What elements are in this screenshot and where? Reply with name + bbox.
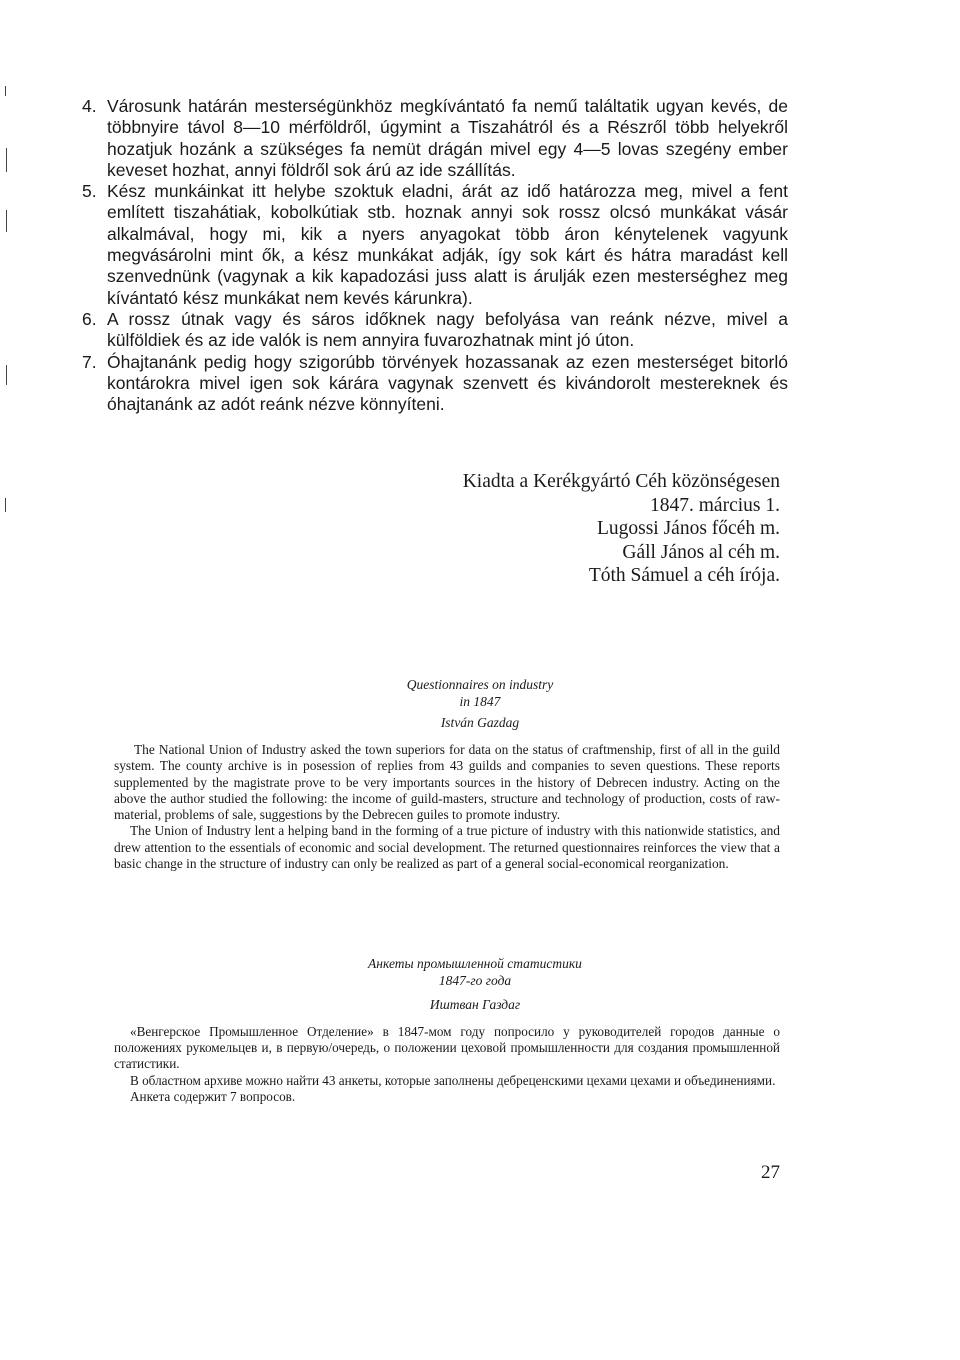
title-line: in 1847 — [459, 694, 501, 709]
list-item — [82, 309, 788, 352]
russian-summary-title — [260, 955, 690, 989]
item-number: 5. — [82, 181, 97, 202]
title-line: 1847-го года — [438, 973, 512, 988]
paragraph: The National Union of Industry asked the town superiors for data on the status of craftmenship, first of all in the guild system. The county archive is in posession of replies from 43 guilds and companies to seven questions. These reports supplemented by the magistrate prove to be very importants sources in the history of Debrecen industry. Acting on the above the author studied the following: the income of guild-masters, structure and technology of production, costs of raw-material, problems of sale, suggestions by the Debrecen guiles to promote industry. — [114, 742, 780, 823]
signature-name: Gáll János al céh m. — [622, 541, 780, 563]
paragraph: «Венгерское Промышленное Отделение» в 1847-мом году попросило у руководителей городов данные о положениях рукомельцев и, в первую/очередь, о положении цеховой промышленности для создания промышленной статистики. — [114, 1024, 780, 1072]
paragraph: The Union of Industry lent a helping band in the forming of a true picture of industry with this nationwide statistics, and drew attention to the essentials of economic and social development. The returned questionnaires reinforces the view that a basic change in the structure of industry can only be realized as part of a general social-economical reorganization. — [114, 823, 780, 872]
paragraph: В областном архиве можно найти 43 анкеты, которые заполнены дебреценскими цехами цехами и объединениями. — [130, 1072, 776, 1088]
paragraph: Анкета содержит 7 вопросов. — [130, 1088, 296, 1104]
signature-issuer: Kiadta a Kerékgyártó Céh közönségesen — [462, 471, 780, 492]
list-item — [82, 352, 788, 416]
hungarian-answer-list — [82, 96, 788, 415]
page-number: 27 — [761, 1162, 780, 1183]
english-summary-author: István Gazdag — [440, 715, 520, 730]
item-number: 4. — [82, 96, 97, 116]
item-number: 7. — [82, 351, 97, 372]
list-item — [82, 96, 788, 181]
scan-margin-mark — [5, 86, 6, 96]
scan-margin-mark — [6, 210, 7, 232]
title-line: Анкеты промышленной статистики — [368, 956, 582, 971]
item-text: Városunk határán mesterségünkhöz megkívántató fa nemű találtatik ugyan kevés, de többnyire távol 8—10 mérföldről, úgymint a Tiszahátról és a Részről több helyekről hozatjuk hozánk a szükséges fa nemüt drágán mivel egy 4—5 lovas szegény ember keveset hozhat, annyi földről sok árú az ide szállítás. — [107, 96, 788, 180]
list-item — [82, 181, 788, 309]
signature-name: Tóth Sámuel a céh írója. — [588, 565, 780, 586]
title-line: Questionnaires on industry — [406, 677, 554, 692]
english-summary-title — [290, 676, 670, 710]
scan-margin-mark — [6, 148, 7, 172]
scan-margin-mark — [6, 365, 7, 385]
signature-block — [400, 470, 780, 588]
item-text: A rossz útnak vagy és sáros időknek nagy befolyása van reánk nézve, mivel a külföldiek és az ide valók is nem annyira fuvarozhatnak mint jó úton. — [107, 308, 788, 351]
russian-summary-author: Иштван Газдаг — [429, 997, 521, 1012]
english-summary-body — [114, 742, 780, 872]
item-number: 6. — [82, 308, 97, 329]
item-text: Óhajtanánk pedig hogy szigorúbb törvények hozassanak az ezen mesterséget bitorló kontárokra mivel igen sok kárára vagynak szenvett és kivándorolt mestereknek és óhajtanánk az adót reánk nézve könnyíteni. — [107, 351, 788, 415]
item-text: Kész munkáinkat itt helybe szoktuk eladni, árát az idő határozza meg, mivel a fent említett tiszahátiak, kobolkútiak stb. hoznak annyi sok rossz olcsó munkákat vásár alkalmával, hogy mi, kik a nyers anyagokat több áron kénytelenek vagyunk megvásárolni mint ők, a kész munkákat adják, így sok kárt és hátra maradást kell szenvednünk (vagynak a kik kapadozási juss alatt is árulják ezen mesterséghez meg kívántató kész munkákat nem kevés kárunkra). — [107, 181, 788, 308]
signature-date: 1847. március 1. — [650, 494, 780, 516]
scan-margin-mark — [5, 498, 6, 512]
signature-name: Lugossi János főcéh m. — [596, 518, 780, 539]
russian-summary-body — [114, 1024, 780, 1105]
